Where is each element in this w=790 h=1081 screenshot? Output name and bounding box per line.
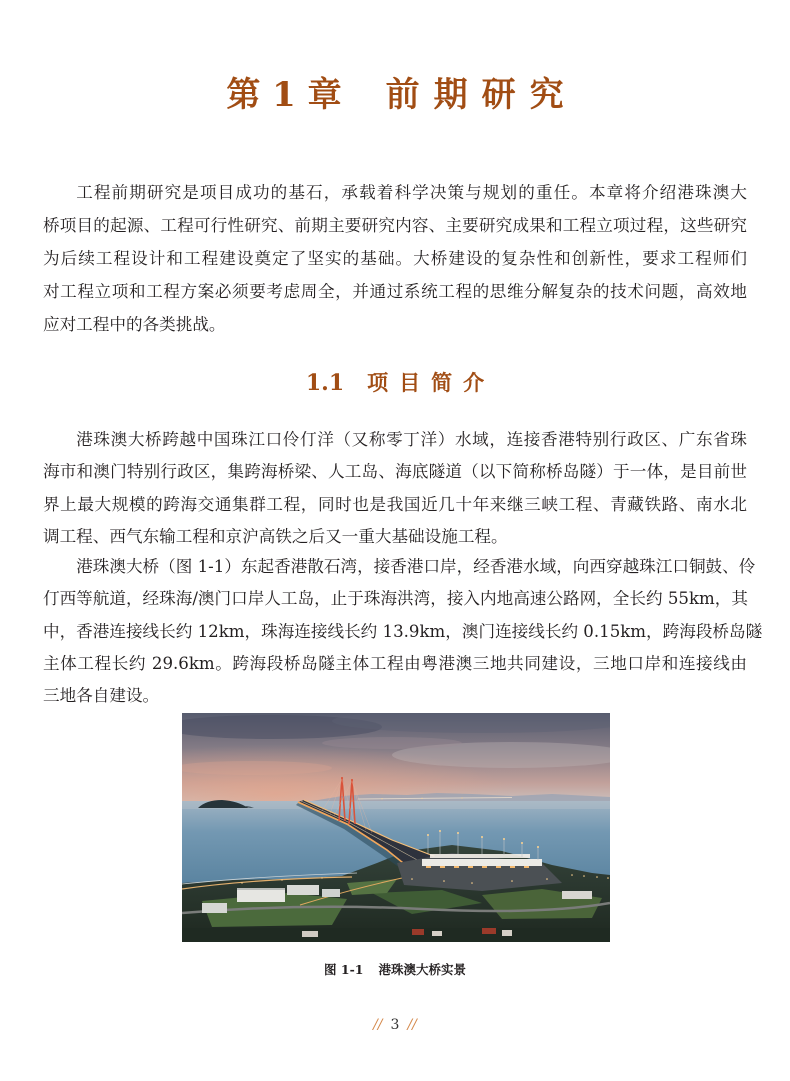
bridge-photo-illustration: [182, 713, 610, 942]
page-footer: [0, 1015, 790, 1035]
paragraph-line: 调工程、西气东输工程和京沪高铁之后又一重大基础设施工程。: [43, 526, 508, 546]
paragraph-line: 海市和澳门特别行政区，集跨海桥梁、人工岛、海底隧道（以下简称桥岛隧）于一体，是目前世: [43, 462, 747, 482]
page-number: 3: [390, 1017, 400, 1033]
section-number: 1.1: [305, 370, 345, 396]
body-paragraph: [43, 424, 747, 553]
paragraph-line: 仃西等航道，经珠海/澳门口岸人工岛，止于珠海洪湾，接入内地高速公路网，全长约 55km，其: [43, 589, 748, 609]
paragraph-line: 港珠澳大桥（图 1-1）东起香港散石湾，接香港口岸，经香港水域，向西穿越珠江口铜鼓、伶: [76, 557, 756, 576]
paragraph-line: 港珠澳大桥跨越中国珠江口伶仃洋（又称零丁洋）水域，连接香港特别行政区、广东省珠: [76, 430, 747, 449]
paragraph-line: 主体工程长约 29.6km。跨海段桥岛隧主体工程由粤港澳三地共同建设，三地口岸和连接线由: [43, 653, 747, 673]
section-heading: [0, 368, 790, 398]
chapter-heading: [0, 72, 790, 118]
page-number-decoration: //: [373, 1017, 383, 1033]
bridge-photo: [182, 713, 610, 942]
figure-label: 图 1-1: [324, 962, 364, 977]
chapter-label: 第 1 章: [226, 75, 342, 115]
intro-line: 应对工程中的各类挑战。: [43, 315, 226, 334]
paragraph-line: 中，香港连接线长约 12km，珠海连接线长约 13.9km，澳门连接线长约 0.15km，跨海段桥岛隧: [43, 621, 763, 641]
intro-paragraph: [43, 176, 747, 341]
page-number-decoration: //: [407, 1017, 417, 1033]
intro-line: 桥项目的起源、工程可行性研究、前期主要研究内容、主要研究成果和工程立项过程，这些研究: [43, 216, 747, 235]
body-paragraph: [43, 551, 763, 712]
intro-line: 对工程立项和工程方案必须要考虑周全，并通过系统工程的思维分解复杂的技术问题，高效地: [43, 282, 747, 301]
chapter-title: 前期研究: [385, 75, 578, 115]
paragraph-line: 界上最大规模的跨海交通集群工程，同时也是我国近几十年来继三峡工程、青藏铁路、南水北: [43, 494, 747, 514]
section-title: 项目简介: [367, 370, 496, 395]
figure-caption: [0, 961, 790, 979]
paragraph-line: 三地各自建设。: [43, 686, 160, 706]
figure-caption-text: 港珠澳大桥实景: [378, 962, 466, 977]
intro-line: 工程前期研究是项目成功的基石，承载着科学决策与规划的重任。本章将介绍港珠澳大: [76, 183, 747, 202]
intro-line: 为后续工程设计和工程建设奠定了坚实的基础。大桥建设的复杂性和创新性，要求工程师们: [43, 249, 747, 268]
